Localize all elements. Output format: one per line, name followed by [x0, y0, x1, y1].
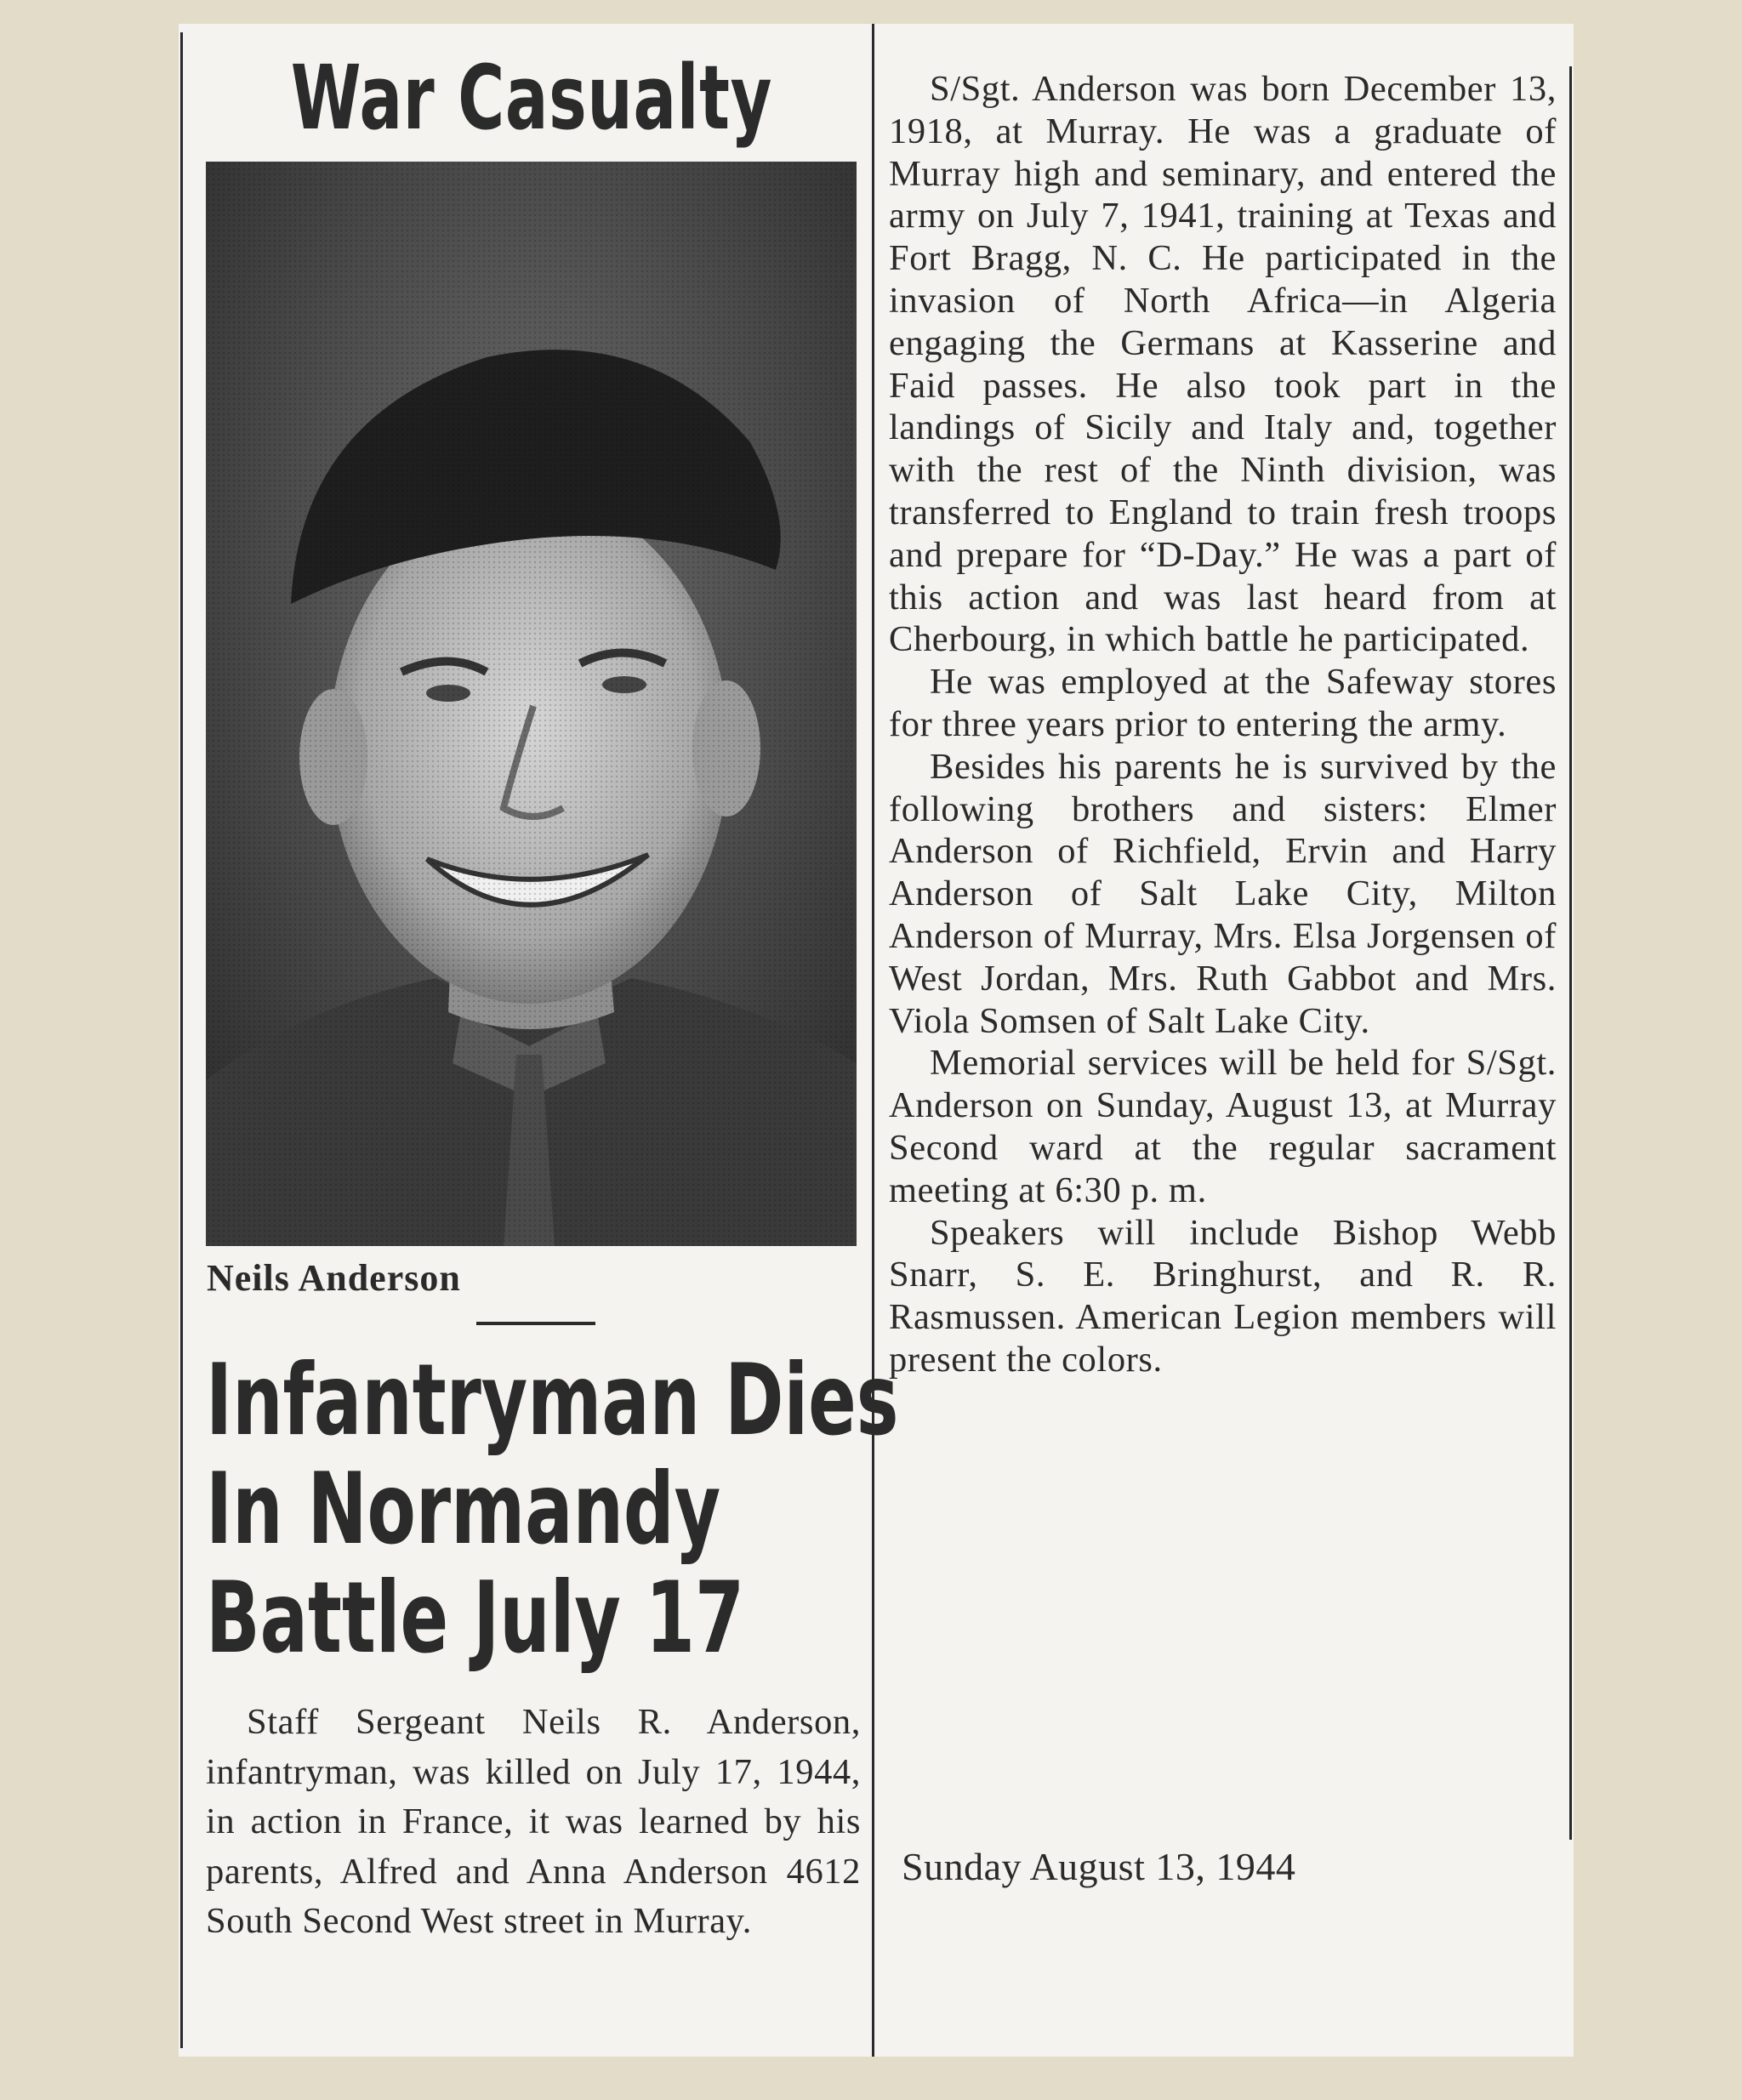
- soldier-portrait-icon: [206, 162, 857, 1246]
- left-column-rule: [180, 32, 183, 2048]
- article-paragraph: S/Sgt. Anderson was born December 13, 1918, at Murray. He was a graduate of Murray high and seminary, and entered the army on July 7, 1941, training at Texas and Fort Bragg, N. C. He participated in the invasion of North Africa—in Algeria engaging the Germans at Kasserine and Faid passes. He also took part in the landings of Sicily and Italy and, together with the rest of the Ninth division, was transferred to England to train fresh troops and prepare for “D-Day.” He was a part of this action and was last heard from at Cherbourg, in which battle he participated.: [889, 69, 1557, 660]
- headline-war-casualty: War Casualty: [290, 46, 773, 150]
- caption-divider: [476, 1322, 595, 1325]
- article-paragraph: Memorial services will be held for S/Sgt. Anderson on Sunday, August 13, at Murray Second ward at the regular sacrament meeting at 6:30 p. m.: [889, 1043, 1557, 1210]
- headline-line-1: Infantryman Dies: [206, 1343, 899, 1458]
- article-paragraph: Staff Sergeant Neils R. Anderson, infantryman, was killed on July 17, 1944, in action in France, it was learned by his parents, Alfred and Anna Anderson 4612 South Second West street in Murray.: [206, 1702, 861, 1941]
- headline-line-2: In Normandy: [206, 1452, 721, 1567]
- article-paragraph: Besides his parents he is survived by the following brothers and sisters: Elmer Anderson of Richfield, Ervin and Harry Anderson of Salt Lake City, Milton Anderson of Murray, Mrs. Elsa Jorgensen of West Jordan, Mrs. Ruth Gabbot and Mrs. Viola Somsen of Salt Lake City.: [889, 746, 1557, 1041]
- left-article-body: [206, 1698, 861, 1947]
- headline-line-3: Battle July 17: [206, 1561, 745, 1676]
- dateline: Sunday August 13, 1944: [902, 1845, 1296, 1888]
- photo-caption: Neils Anderson: [207, 1257, 461, 1299]
- article-paragraph: Speakers will include Bishop Webb Snarr, S. E. Bringhurst, and R. R. Rasmussen. American Legion members will present the colors.: [889, 1212, 1557, 1380]
- right-article-body: [889, 68, 1557, 1381]
- right-column: [889, 68, 1557, 1381]
- portrait-photo: [206, 162, 857, 1246]
- article-paragraph: He was employed at the Safeway stores for three years prior to entering the army.: [889, 662, 1557, 744]
- right-column-rule: [1569, 66, 1572, 1840]
- left-column: [196, 24, 899, 2057]
- center-column-rule: [872, 24, 874, 2057]
- main-headline: [206, 1343, 899, 1676]
